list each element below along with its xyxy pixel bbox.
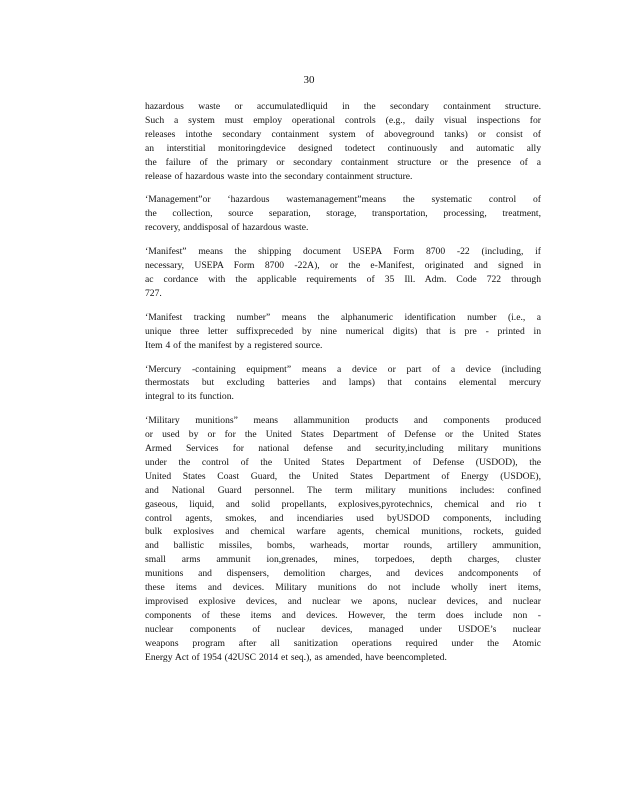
text-line: an interstitial monitoringdevice designed todetect continuously and automatic ally [145,142,541,154]
definition-paragraph [145,363,541,405]
definition-paragraph [145,311,541,353]
text-line: bulk explosives and chemical warfare agents, chemical munitions, rockets, guided [145,526,541,538]
text-line: these items and devices. Military munitions do not include wholly inert items, [145,582,541,594]
text-line: ac cordance with the applicable requirements of 35 Ill. Adm. Code 722 through [145,273,541,285]
definition-paragraph [145,193,541,235]
text-line: the failure of the primary or secondary containment structure or the presence of a [145,156,541,168]
text-line: ‘Management”or ‘hazardous wastemanagement”means the systematic control of [145,194,541,206]
text-line: ‘Mercury -containing equipment” means a device or part of a device (including [145,363,541,375]
text-line: and ballistic missiles, bombs, warheads, mortar rounds, artillery ammunition, [145,540,541,552]
text-line: and National Guard personnel. The term military munitions includes: confined [145,484,541,496]
text-line: thermostats but excluding batteries and lamps) that contains elemental mercury [145,377,541,389]
text-line: 727. [145,287,162,299]
text-line: releases intothe secondary containment system of aboveground tanks) or consist of [145,128,541,140]
document-body [145,100,541,675]
text-line: the collection, source separation, storage, transportation, processing, treatment, [145,208,541,220]
definition-paragraph [145,414,541,664]
text-line: necessary, USEPA Form 8700 -22A), or the e-Manifest, originated and signed in [145,260,541,272]
text-line: or used by or for the United States Department of Defense or the United States [145,429,541,441]
text-line: munitions and dispensers, demolition charges, and devices andcomponents of [145,568,541,580]
text-line: ‘Manifest” means the shipping document USEPA Form 8700 -22 (including, if [145,246,541,258]
text-line: weapons program after all sanitization operations required under the Atomic [145,637,541,649]
text-line: under the control of the United States Department of Defense (USDOD), the [145,456,541,468]
text-line: Energy Act of 1954 (42USC 2014 et seq.), as amended, have beencompleted. [145,651,447,663]
text-line: control agents, smokes, and incendiaries used byUSDOD components, including [145,512,541,524]
text-line: recovery, anddisposal of hazardous waste. [145,222,309,234]
text-line: components of these items and devices. However, the term does include non - [145,609,541,621]
text-line: improvised explosive devices, and nuclear we apons, nuclear devices, and nuclear [145,596,541,607]
text-line: ‘Military munitions” means allammunition products and components produced [145,415,541,427]
text-line: Item 4 of the manifest by a registered source. [145,339,323,351]
text-line: release of hazardous waste into the secondary containment structure. [145,170,413,182]
text-line: nuclear components of nuclear devices, managed under USDOE’s nuclear [145,623,541,635]
definition-paragraph [145,245,541,301]
text-line: unique three letter suffixpreceded by nine numerical digits) that is pre - printed in [145,325,541,337]
page-number: 30 [303,74,315,86]
text-line: gaseous, liquid, and solid propellants, explosives,pyrotechnics, chemical and rio t [145,498,541,510]
text-line: hazardous waste or accumulatedliquid in the secondary containment structure. [145,101,541,112]
definition-paragraph [145,100,541,183]
text-line: Such a system must employ operational controls (e.g., daily visual inspections for [145,114,541,126]
text-line: small arms ammunit ion,grenades, mines, torpedoes, depth charges, cluster [145,554,541,566]
text-line: Armed Services for national defense and security,including military munitions [145,443,541,455]
text-line: ‘Manifest tracking number” means the alphanumeric identification number (i.e., a [145,311,541,323]
text-line: integral to its function. [145,391,234,403]
text-line: United States Coast Guard, the United States Department of Energy (USDOE), [145,470,541,482]
